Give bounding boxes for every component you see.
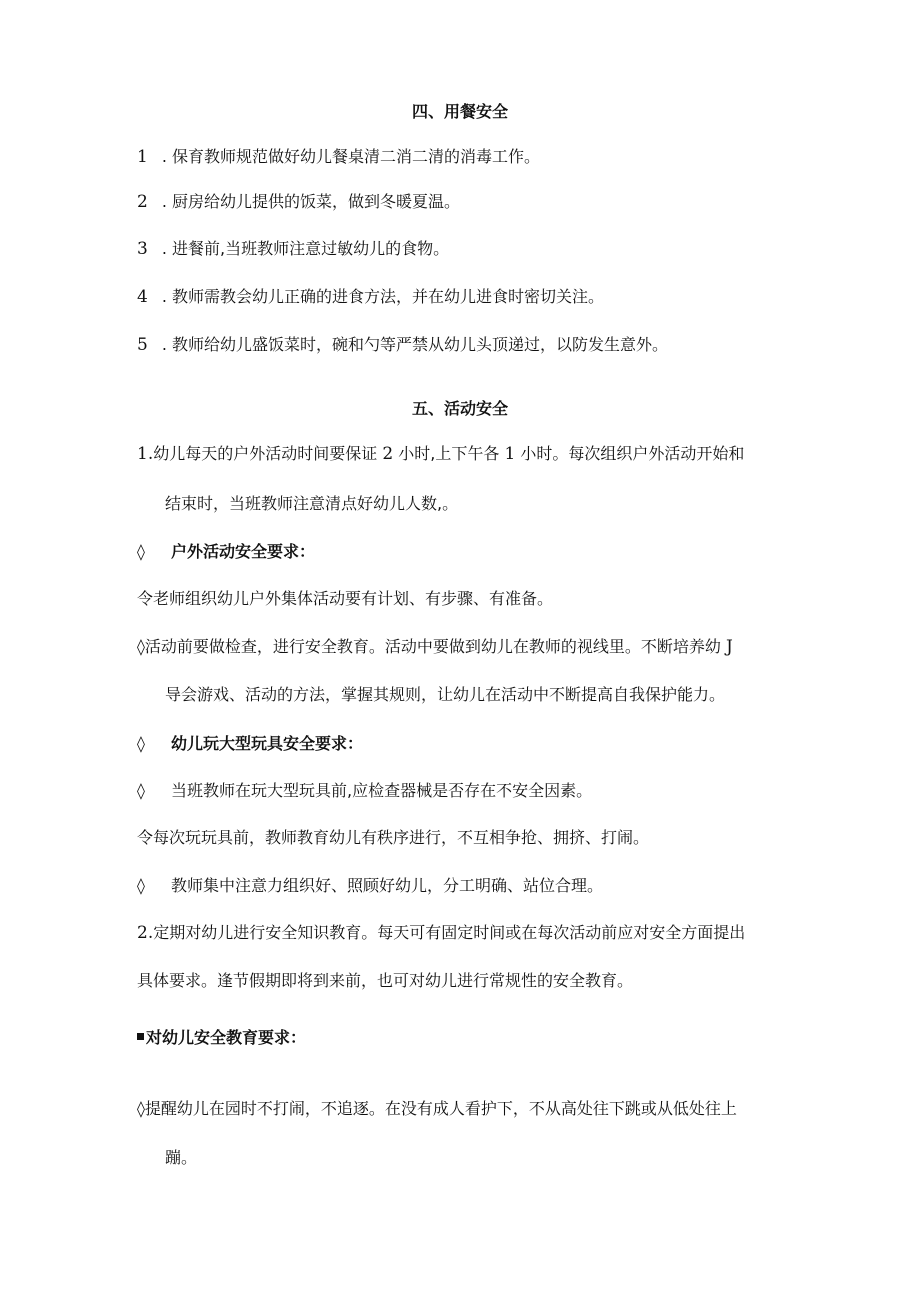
diamond-icon: ◊ [137,542,145,561]
diamond-icon: ◊ [137,781,145,800]
stray-mark: J [726,637,733,657]
toy-requirement-3 [137,875,603,897]
toy-requirement-1 [137,780,592,802]
education-requirement-1-line-1: ◊提醒幼儿在园时不打闹，不追逐。在没有成人看护下，不从高处往下跳或从低处往上 [137,1099,737,1118]
toy-requirements-heading [137,733,363,755]
item-number: 3 [137,239,148,259]
heading-text: 幼儿玩大型玩具安全要求： [171,734,364,753]
outdoor-requirement-2-line-2: 导会游戏、活动的方法，掌握其规则，让幼儿在活动中不断提高自我保护能力。 [165,685,726,704]
heading-text: 户外活动安全要求： [171,542,316,561]
section-5-title: 五、活动安全 [411,399,508,418]
item-text: . 进餐前,当班教师注意过敏幼儿的食物。 [161,239,450,258]
paragraph-text: ◊活动前要做检查，进行安全教育。活动中要做到幼儿在教师的视线里。不断培养幼 [137,637,721,656]
item-text: . 教师需教会幼儿正确的进食方法，并在幼儿进食时密切关注。 [161,287,605,306]
section-5-paragraph-2-line-1 [137,922,745,944]
outdoor-requirements-heading [137,541,315,563]
education-requirements-heading [137,1027,306,1049]
toy-requirement-2: 令每次玩玩具前，教师教育幼儿有秩序进行，不互相争抢、拥挤、打闹。 [137,828,650,847]
paragraph-text: 当班教师在玩大型玩具前,应检查器械是否存在不安全因素。 [171,781,593,800]
hours-number: 1 [504,444,516,464]
paragraph-text: 定期对幼儿进行安全知识教育。每天可有固定时间或在每次活动前应对安全方面提出 [153,923,746,942]
section-4-item-5 [137,334,668,356]
section-4-item-2 [137,191,460,213]
section-5-paragraph-1-line-2: 结束时，当班教师注意清点好幼儿人数,。 [165,494,459,513]
hours-number: 2 [382,444,394,464]
item-number: 2 [137,192,148,212]
diamond-icon: ◊ [137,876,145,895]
item-text: . 教师给幼儿盛饭菜时，碗和勺等严禁从幼儿头顶递过，以防发生意外。 [161,335,669,354]
outdoor-requirement-2-line-1 [137,636,733,658]
paragraph-text: 幼儿每天的户外活动时间要保证 [153,444,378,463]
square-bullet-icon [137,1033,144,1040]
heading-text: 对幼儿安全教育要求： [146,1028,307,1047]
section-4-title: 四、用餐安全 [411,102,508,121]
item-number: 5 [137,335,148,355]
diamond-icon: ◊ [137,734,145,753]
item-text: . 保育教师规范做好幼儿餐桌清二消二清的消毒工作。 [161,147,541,166]
item-text: . 厨房给幼儿提供的饭菜，做到冬暖夏温。 [161,192,461,211]
section-5-paragraph-1-line-1 [137,443,744,465]
paragraph-text: 小时。每次组织户外活动开始和 [520,444,745,463]
paragraph-text: 小时,上下午各 [398,444,500,463]
paragraph-text: 教师集中注意力组织好、照顾好幼儿，分工明确、站位合理。 [171,876,604,895]
paragraph-number: 2. [137,923,154,943]
section-4-item-3 [137,238,449,260]
item-number: 1 [137,147,148,167]
section-4-item-1 [137,146,540,168]
section-5-paragraph-2-line-2: 具体要求。逢节假期即将到来前，也可对幼儿进行常规性的安全教育。 [137,971,634,990]
item-number: 4 [137,287,148,307]
outdoor-requirement-1: 令老师组织幼儿户外集体活动要有计划、有步骤、有准备。 [137,589,554,608]
section-4-item-4 [137,286,604,308]
paragraph-number: 1. [137,444,154,464]
education-requirement-1-line-2: 蹦。 [165,1148,198,1167]
